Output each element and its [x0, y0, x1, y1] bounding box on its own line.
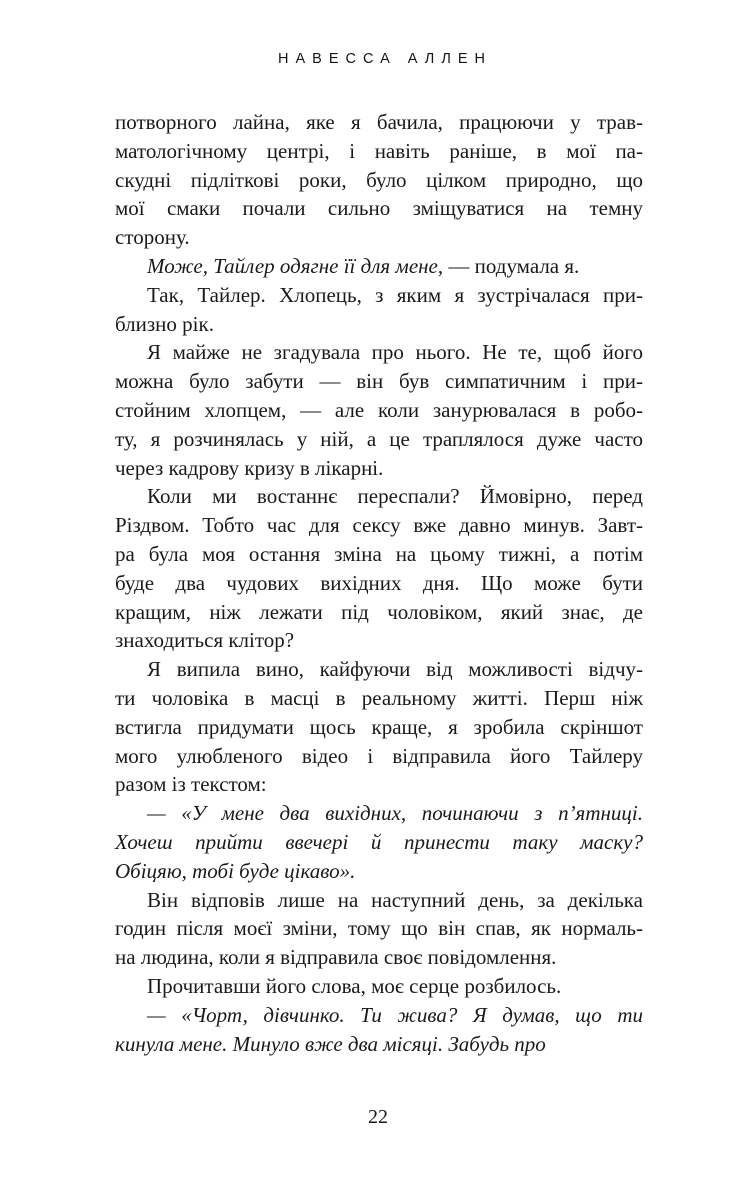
text-line: Я випила вино, кайфуючи від можливості відчу-	[147, 657, 643, 682]
text-line: Так, Тайлер. Хлопець, з яким я зустрічалася при-	[147, 282, 643, 307]
paragraph	[115, 799, 643, 885]
text-line: стойним хлопцем, — але коли занурювалася в робо-	[115, 397, 643, 422]
text-line: Коли ми востаннє переспали? Ймовірно, перед	[147, 484, 643, 509]
text-line: на людина, коли я відправила своє повідомлення.	[115, 945, 557, 970]
paragraph	[115, 972, 643, 1001]
italic-text-segment: Може, Тайлер одягне її для мене	[147, 253, 438, 278]
text-line: мої смаки почали сильно зміщуватися на темну	[115, 196, 643, 221]
text-line: близно рік.	[115, 311, 214, 336]
text-line: сторону.	[115, 225, 190, 250]
text-line	[115, 252, 643, 281]
text-line: ра була моя остання зміна на цьому тижні, а потім	[115, 541, 643, 566]
text-line: — «У мене два вихідних, починаючи з п’ятниці.	[147, 801, 643, 826]
page-body	[115, 108, 643, 1058]
text-line: Прочитавши його слова, моє серце розбилось.	[147, 973, 562, 998]
paragraph	[115, 1001, 643, 1059]
text-line: кинула мене. Минуло вже два місяці. Забудь про	[115, 1031, 546, 1056]
text-line: скудні підліткові роки, було цілком природно, що	[115, 167, 643, 192]
text-line: годин після моєї зміни, тому що він спав, як нормаль-	[115, 916, 643, 941]
text-line: Хочеш прийти ввечері й принести таку маску?	[115, 829, 643, 854]
text-line: встигла придумати щось краще, я зробила скріншот	[115, 714, 643, 739]
page-number: 22	[368, 1106, 388, 1128]
text-line: кращим, ніж лежати під чоловіком, який знає, де	[115, 599, 643, 624]
paragraph	[115, 108, 643, 252]
text-line: Він відповів лише на наступний день, за декілька	[147, 887, 643, 912]
text-line: — «Чорт, дівчинко. Ти жива? Я думав, що ти	[147, 1002, 643, 1027]
text-line: мого улюбленого відео і відправила його Тайлеру	[115, 743, 643, 768]
paragraph	[115, 281, 643, 339]
paragraph	[115, 482, 643, 655]
paragraph	[115, 886, 643, 972]
text-line: через кадрову кризу в лікарні.	[115, 455, 384, 480]
text-line: можна було забути — він був симпатичним і при-	[115, 369, 643, 394]
paragraph	[115, 338, 643, 482]
text-line: Я майже не згадувала про нього. Не те, щоб його	[147, 340, 643, 365]
text-line: ту, я розчинялась у ній, а це траплялося дуже часто	[115, 426, 643, 451]
text-line: матологічному центрі, і навіть раніше, в мої па-	[115, 138, 643, 163]
text-line: буде два чудових вихідних дня. Що може бути	[115, 570, 643, 595]
running-header: НАВЕССА АЛЛЕН	[278, 51, 492, 67]
text-line: разом із текстом:	[115, 772, 267, 797]
text-line: знаходиться клітор?	[115, 628, 295, 653]
text-line: потворного лайна, яке я бачила, працюючи у трав-	[115, 110, 643, 134]
paragraph	[115, 655, 643, 799]
text-line: Обіцяю, тобі буде цікаво».	[115, 858, 356, 883]
text-line: ти чоловіка в масці в реальному житті. Перш ніж	[115, 685, 643, 710]
text-segment: , — подумала я.	[437, 253, 580, 278]
text-line: Різдвом. Тобто час для сексу вже давно минув. Завт-	[115, 513, 643, 538]
paragraph	[115, 252, 643, 281]
